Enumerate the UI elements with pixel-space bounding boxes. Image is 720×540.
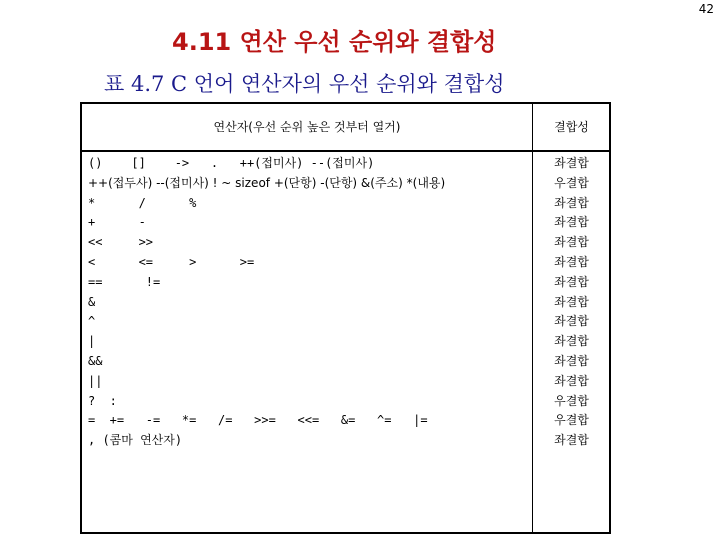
table-row [88, 431, 609, 451]
associativity-cell: 좌결합 [554, 353, 589, 368]
operators-cell: << >> [88, 235, 154, 250]
associativity-cell: 좌결합 [554, 373, 589, 388]
associativity-cell: 좌결합 [554, 156, 589, 170]
associativity-cell: 우결합 [554, 393, 589, 408]
associativity-cell: 좌결합 [554, 274, 589, 289]
table-caption: 표 4.7 C 언어 연산자의 우선 순위와 결합성 [104, 72, 505, 96]
table-body [88, 154, 609, 451]
operators-cell: & [88, 294, 96, 309]
table-row [88, 293, 609, 313]
associativity-cell: 좌결합 [554, 195, 589, 210]
table-row [88, 213, 609, 233]
operators-cell: ? : [88, 393, 117, 408]
operators-cell: || [88, 373, 103, 388]
associativity-cell: 우결합 [554, 175, 589, 190]
operators-cell: | [88, 334, 96, 349]
associativity-cell: 좌결합 [554, 433, 589, 448]
operators-cell: < <= > >= [88, 254, 255, 269]
operators-cell: && [88, 353, 103, 368]
table-row [88, 392, 609, 412]
operators-cell: + - [88, 215, 146, 230]
associativity-cell: 좌결합 [554, 334, 589, 349]
page-title: 4.11 연산 우선 순위와 결합성 [172, 28, 497, 56]
table-row [88, 233, 609, 253]
table-row [88, 312, 609, 332]
table-row [88, 352, 609, 372]
table-row [88, 194, 609, 214]
header-divider [82, 150, 609, 152]
associativity-cell: 우결합 [554, 413, 589, 428]
table-row [88, 332, 609, 352]
associativity-cell: 좌결합 [554, 314, 589, 329]
table-row [88, 253, 609, 273]
operators-cell: * / % [88, 195, 197, 210]
table-row [88, 372, 609, 392]
operators-cell: ++(접두사) --(접미사) ! ~ sizeof +(단항) -(단항) &(주소) *(내용) [88, 175, 446, 190]
operators-cell: == != [88, 274, 161, 289]
associativity-cell: 좌결합 [554, 215, 589, 230]
operator-precedence-table [80, 102, 611, 534]
associativity-cell: 좌결합 [554, 254, 589, 269]
operators-cell: , (콤마 연산자) [88, 433, 183, 448]
table-row [88, 154, 609, 174]
associativity-cell: 좌결합 [554, 235, 589, 250]
table-row [88, 273, 609, 293]
header-operators: 연산자(우선 순위 높은 것부터 열거) [213, 120, 401, 134]
associativity-cell: 좌결합 [554, 294, 589, 309]
table-row [88, 174, 609, 194]
page-number: 42 [698, 2, 714, 16]
header-associativity: 결합성 [554, 120, 589, 134]
operators-cell: () [] -> . ++(접미사) --(접미사) [88, 156, 375, 170]
operators-cell: = += -= *= /= >>= <<= &= ^= |= [88, 413, 428, 428]
table-row [88, 411, 609, 431]
operators-cell: ^ [88, 314, 96, 329]
